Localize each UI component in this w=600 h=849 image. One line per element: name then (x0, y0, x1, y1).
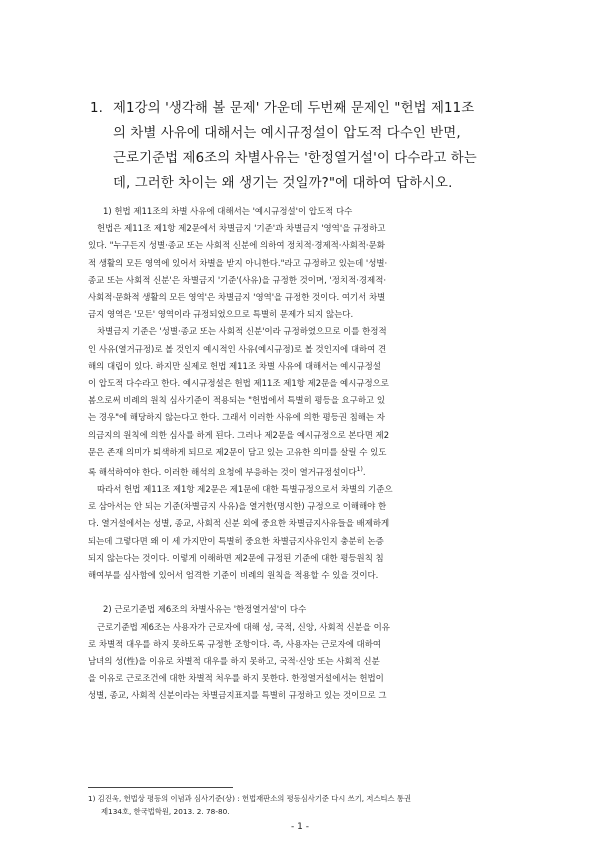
paragraph-line: 헌법은 제11조 제1항 제2문에서 차별금지 '기준'과 차별금지 '영역'을 규정하고 (97, 223, 386, 234)
footnote-line: 제134호, 한국법학원, 2013. 2. 78-80. (101, 807, 230, 816)
paragraph-line: 되지 않는다는 것이다. 이렇게 이해하면 제2문에 규정된 기준에 대한 평등원칙 침 (88, 552, 384, 563)
question-line: 제1강의 '생각해 볼 문제' 가운데 두번째 문제인 "헌법 제11조 (113, 101, 475, 116)
paragraph-line: 로 삼아서는 안 되는 기준(차별금지 사유)을 열거한(명시한) 규정으로 이해해야 한 (88, 501, 387, 512)
paragraph-line: 봄으로써 비례의 원칙 심사기준이 적용되는 "헌법에서 특별히 평등을 요구하고 있 (88, 395, 385, 406)
footnote (88, 792, 528, 818)
question-line: 의 차별 사유에 대해서는 예시규정설이 압도적 다수인 반면, (113, 126, 461, 141)
paragraph-line: 금지 영역은 '모든' 영역이라 규정되었으므로 특별히 문제가 되지 않는다. (88, 309, 354, 320)
paragraph-line: 근로기준법 제6조는 사용자가 근로자에 대해 성, 국적, 신앙, 사회적 신분을 이유 (97, 621, 390, 632)
paragraph-line: 다. 열거설에서는 성별, 종교, 사회적 신분 외에 중요한 차별금지사유들을 배제하게 (88, 518, 390, 529)
paragraph-line: 인 사유(열거규정)로 볼 것인지 예시적인 사유(예시규정)로 볼 것인지에 대하여 견 (88, 343, 387, 354)
answer-body (88, 203, 528, 705)
paragraph-line: 되는데 그렇다면 왜 이 세 가지만이 특별히 중요한 차별금지사유인지 충분히 논증 (88, 535, 384, 546)
paragraph-line: 있다. "누구든지 성별·종교 또는 사회적 신분에 의하여 정치적·경제적·사회적·문화 (88, 240, 385, 251)
footnote-line: 1) 김진욱, 헌법상 평등의 이념과 심사기준(상) : 헌법재판소의 평등심사기준 다시 쓰기, 저스티스 통권 (88, 794, 412, 803)
section-heading: 2) 근로기준법 제6조의 차별사유는 '한정열거설'이 다수 (103, 604, 307, 615)
paragraph-line: 성별, 종교, 사회적 신분이라는 차별금지표지를 특별히 규정하고 있는 것이므로 그 (88, 690, 387, 701)
question-number: 1. (90, 101, 103, 116)
question-line: 근로기준법 제6조의 차별사유는 '한정열거설'이 다수라고 하는 (113, 151, 477, 166)
paragraph-line: 차별금지 기준은 '성별·종교 또는 사회적 신분'이라 규정하였으므로 이를 한정적 (97, 326, 387, 337)
paragraph-line: 종교 또는 사회적 신분'은 차별금지 '기준'(사유)을 규정한 것이며, '정치적·경제적· (88, 274, 387, 285)
paragraph-line: 따라서 헌법 제11조 제1항 제2문은 제1문에 대한 특별규정으로서 차별의 기준으 (97, 484, 393, 495)
paragraph-text: 록 해석하여야 한다. 이러한 해석의 요청에 부응하는 것이 열거규정설이다 (88, 466, 357, 477)
section-heading: 1) 헌법 제11조의 차별 사유에 대해서는 '예시규정설'이 압도적 다수 (103, 206, 353, 216)
paragraph-line: 해여부를 심사함에 있어서 엄격한 기준이 비례의 원칙을 적용할 수 있을 것이다. (88, 570, 379, 581)
footnote-reference[interactable]: 1) (356, 466, 363, 474)
paragraph-line: 이 압도적 다수라고 한다. 예시규정설은 헌법 제11조 제1항 제2문을 예시규정으로 (88, 378, 389, 389)
footnote-divider (88, 787, 233, 788)
question-line: 데, 그러한 차이는 왜 생기는 것일까?"에 대하여 답하시오. (113, 176, 453, 191)
paragraph-line: 는 경우"에 해당하지 않는다고 한다. 그래서 이러한 사유에 의한 평등권 침해는 자 (88, 412, 385, 423)
section-gap (88, 584, 528, 601)
paragraph-line: 을 이유로 근로조건에 대한 차별적 처우를 하지 못한다. 한정열거설에서는 헌법이 (88, 673, 384, 684)
paragraph-line: 사회적·문화적 생활의 모든 영역'은 차별금지 '영역'을 규정한 것이다. 여기서 차별 (88, 292, 386, 303)
paragraph-line: 문은 존재 의미가 퇴색하게 되므로 제2문이 담고 있는 고유한 의미를 살릴 수 있도 (88, 446, 387, 457)
sentence-end: . (362, 466, 366, 477)
paragraph-line: 의금지의 원칙에 의한 심사를 하게 된다. 그러나 제2문을 예시규정으로 본다면 제2 (88, 429, 390, 440)
paragraph-line (88, 461, 528, 481)
paragraph-line: 적 생활의 모든 영역에 있어서 차별을 받지 아니한다."라고 규정하고 있는데 '성별· (88, 257, 388, 268)
paragraph-line: 해의 대립이 있다. 하지만 실제로 헌법 제11조 차별 사유에 대해서는 예시규정설 (88, 360, 381, 371)
page-number: - 1 - (291, 822, 309, 832)
question-block (90, 96, 530, 196)
paragraph-line: 로 차별적 대우를 하지 못하도록 규정한 조항이다. 즉, 사용자는 근로자에 대하여 (88, 638, 382, 649)
paragraph-line: 남녀의 성(性)을 이유로 차별적 대우를 하지 못하고, 국적·신앙 또는 사회적 신분 (88, 656, 380, 667)
